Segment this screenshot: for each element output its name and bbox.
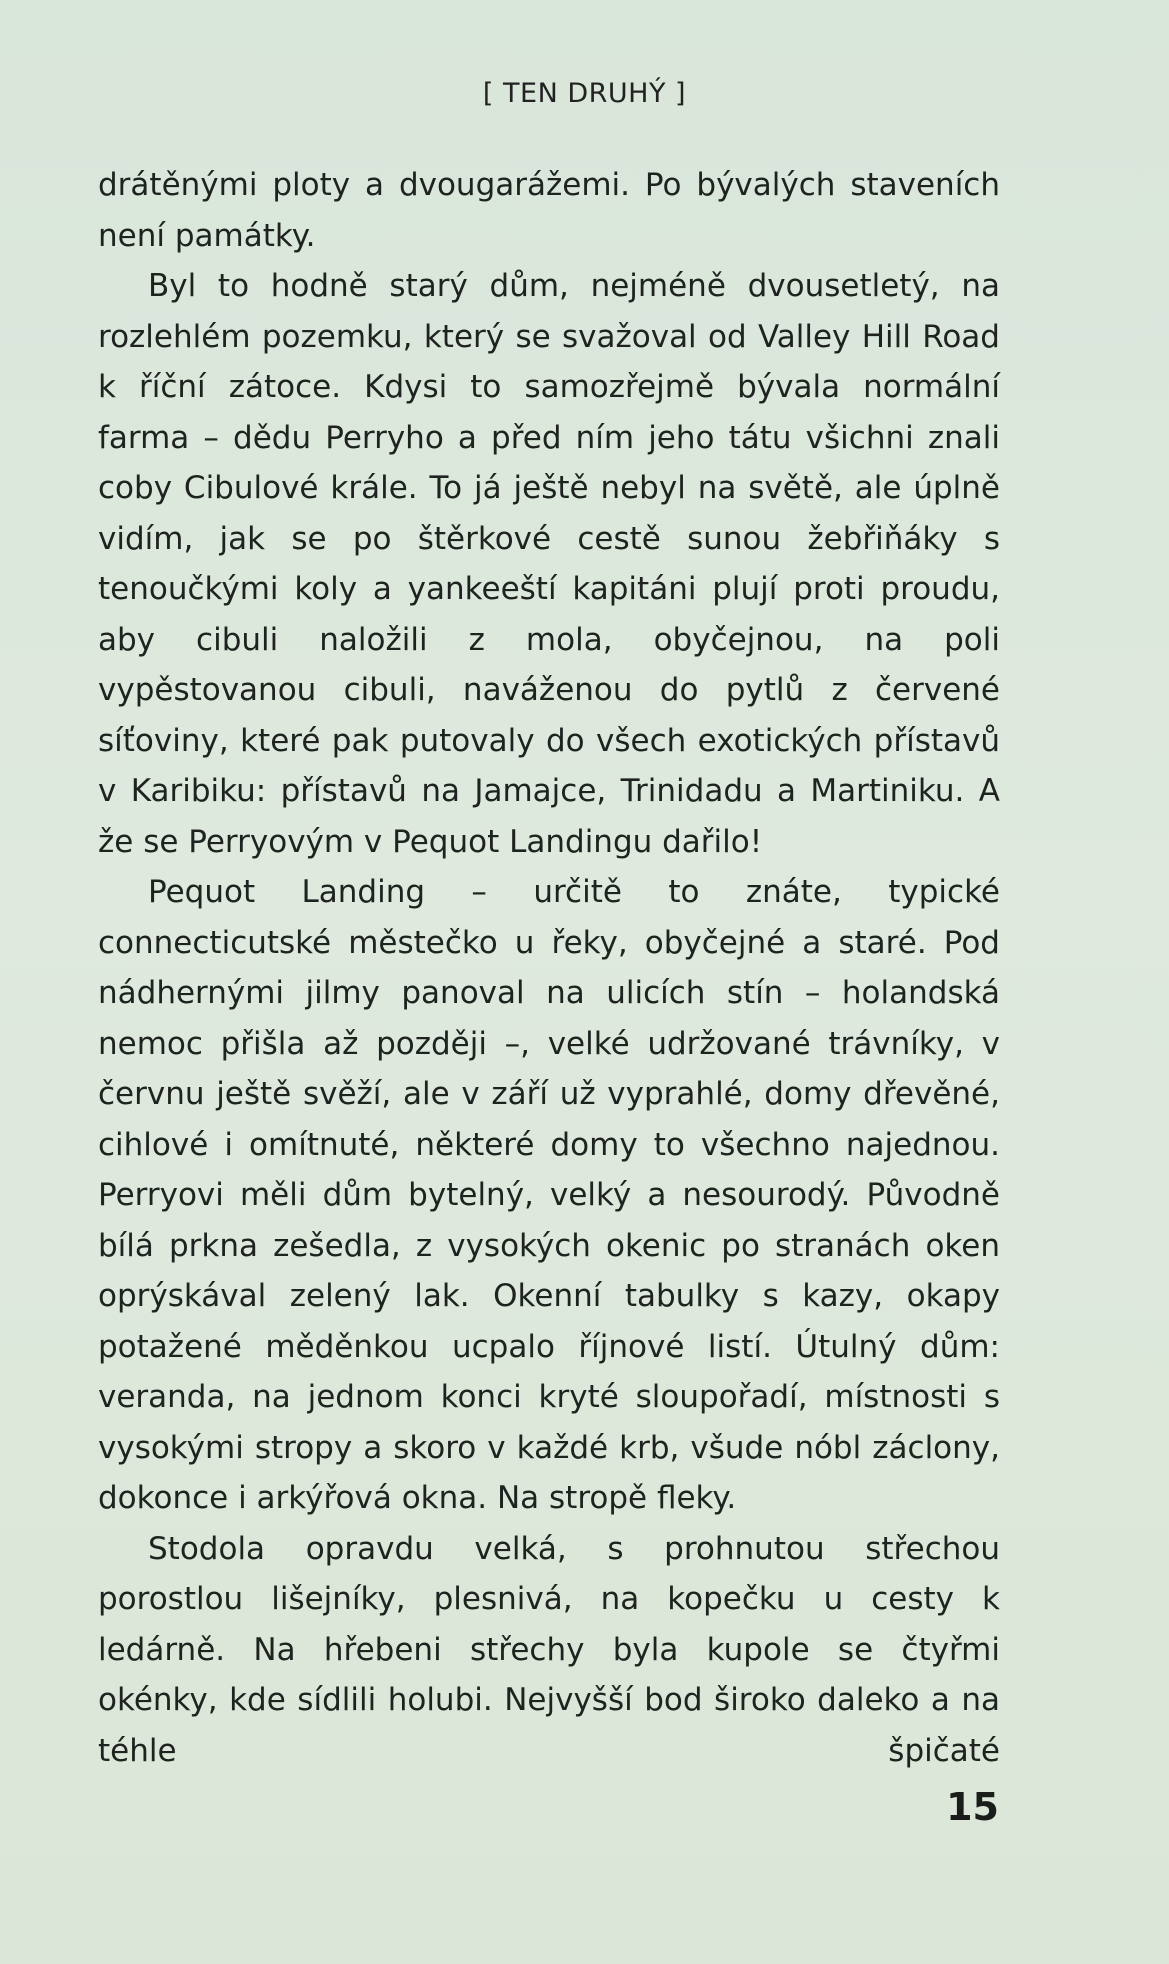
running-head: [ TEN DRUHÝ ]	[482, 78, 687, 109]
paragraph-2: Byl to hodně starý dům, nejméně dvousetletý, na rozlehlém pozemku, který se svažoval od Valley Hill Road k říční zátoce. Kdysi to samozřejmě bývala normální farma – dědu Perryho a před ním jeho tátu všichni znali coby Cibulové krále. To já ještě nebyl na světě, ale úplně vidím, jak se po štěrkové cestě sunou žebřiňáky s tenoučkými koly a yankeeští kapitáni plují proti proudu, aby cibuli naložili z mola, obyčejnou, na poli vypěstovanou cibuli, naváženou do pytlů z červené síťoviny, které pak putovaly do všech exotických přístavů v Karibiku: přístavů na Jamajce, Trinidadu a Martiniku. A že se Perryovým v Pequot Landingu dařilo!	[98, 268, 1000, 860]
paragraph-3: Pequot Landing – určitě to znáte, typické connecticutské městečko u řeky, obyčejné a staré. Pod nádhernými jilmy panoval na ulicích stín – holandská nemoc přišla až později –, velké udržované trávníky, v červnu ještě svěží, ale v září už vyprahlé, domy dřevěné, cihlové i omítnuté, některé domy to všechno najednou. Perryovi měli dům bytelný, velký a nesourodý. Původně bílá prkna zešedla, z vysokých okenic po stranách oken oprýskával zelený lak. Okenní tabulky s kazy, okapy potažené měděnkou ucpalo říjnové listí. Útulný dům: veranda, na jednom konci kryté sloupořadí, místnosti s vysokými stropy a skoro v každé krb, všude nóbl záclony, dokonce i arkýřová okna. Na stropě fleky.	[98, 874, 1000, 1516]
page-number: 15	[946, 1785, 999, 1829]
body-text	[98, 160, 1000, 1776]
paragraph-1: drátěnými ploty a dvougarážemi. Po bývalých staveních není památky.	[98, 167, 1000, 254]
paragraph-4: Stodola opravdu velká, s prohnutou střechou porostlou lišejníky, plesnivá, na kopečku u cesty k ledárně. Na hřebeni střechy byla kupole se čtyřmi okénky, kde sídlili holubi. Nejvyšší bod široko daleko a na téhle špičaté	[98, 1530, 1000, 1769]
